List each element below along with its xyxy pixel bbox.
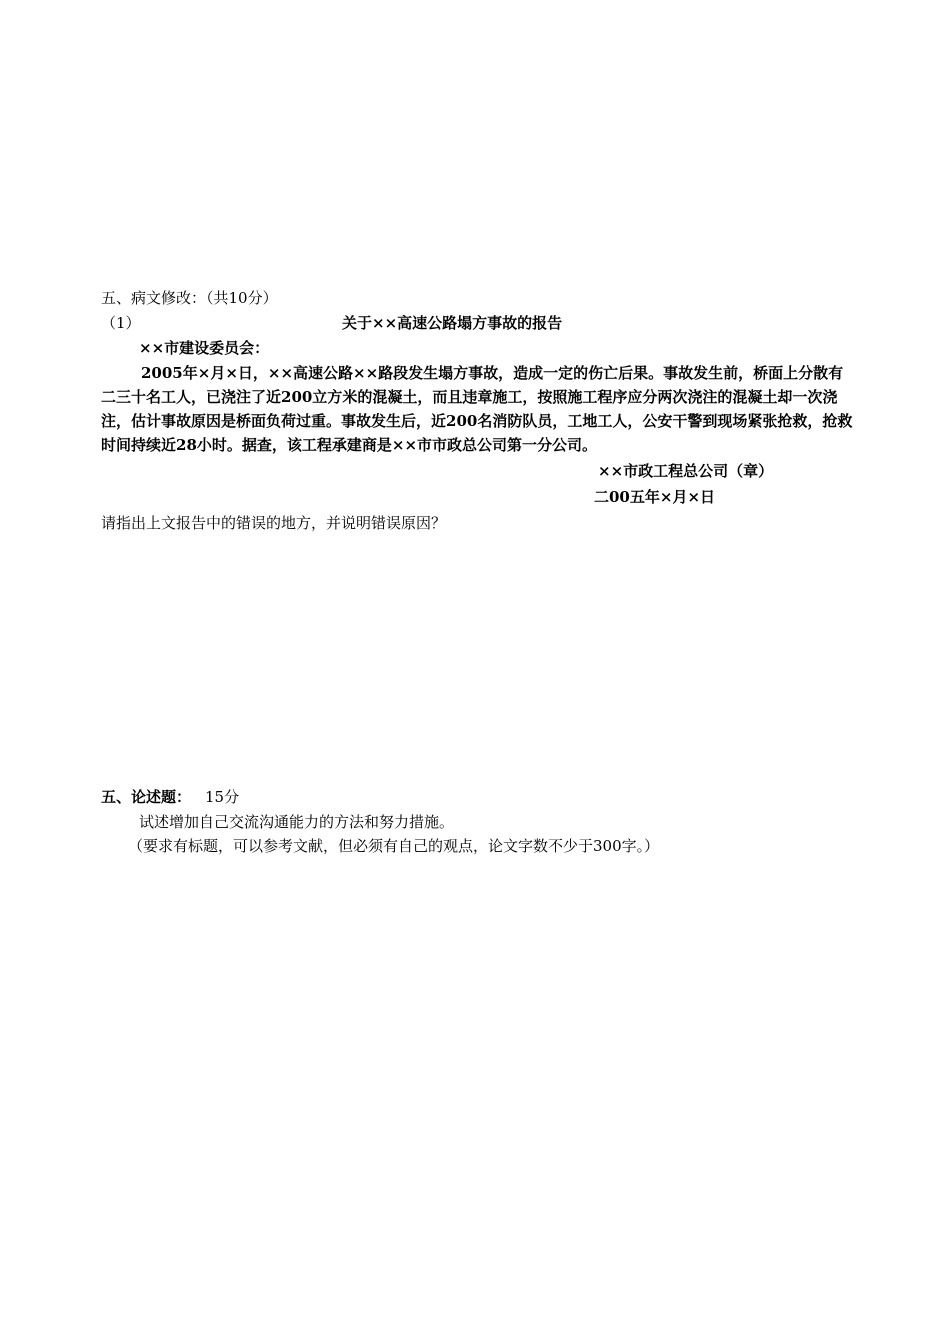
report-date: 二00五年×月×日 <box>594 488 716 506</box>
report-body-text: 2005年×月×日，××高速公路××路段发生塌方事故，造成一定的伤亡后果。事故发生前，桥面上分散有二三十名工人，已浇注了近200立方米的混凝土，而且违章施工，按照施工程序应分两次浇注的混凝土却一次浇注，估计事故原因是桥面负荷过重。事故发生后，近200名消防队员，工地工人，公安干警到现场紧张抢救，抢救时间持续近28小时。据查，该工程承建商是××市市政总公司第一分公司。 <box>101 364 853 454</box>
section-title-essay <box>101 786 239 808</box>
essay-requirements-note: （要求有标题，可以参考文献，但必须有自己的观点，论文字数不少于300字。） <box>128 837 660 855</box>
report-recipient: ××市建设委员会： <box>139 339 270 357</box>
revision-question: 请指出上文报告中的错误的地方，并说明错误原因？ <box>101 514 447 532</box>
report-title: 关于××高速公路塌方事故的报告 <box>342 314 563 332</box>
essay-points: 15分 <box>205 788 240 806</box>
essay-label: 五、论述题： <box>101 788 192 806</box>
item-number: （1） <box>101 314 141 332</box>
report-sender: ××市政工程总公司（章） <box>598 462 774 480</box>
section-title-revision: 五、病文修改：（共10分） <box>101 289 278 307</box>
report-body <box>101 361 857 457</box>
essay-prompt: 试述增加自己交流沟通能力的方法和努力措施。 <box>139 813 455 831</box>
